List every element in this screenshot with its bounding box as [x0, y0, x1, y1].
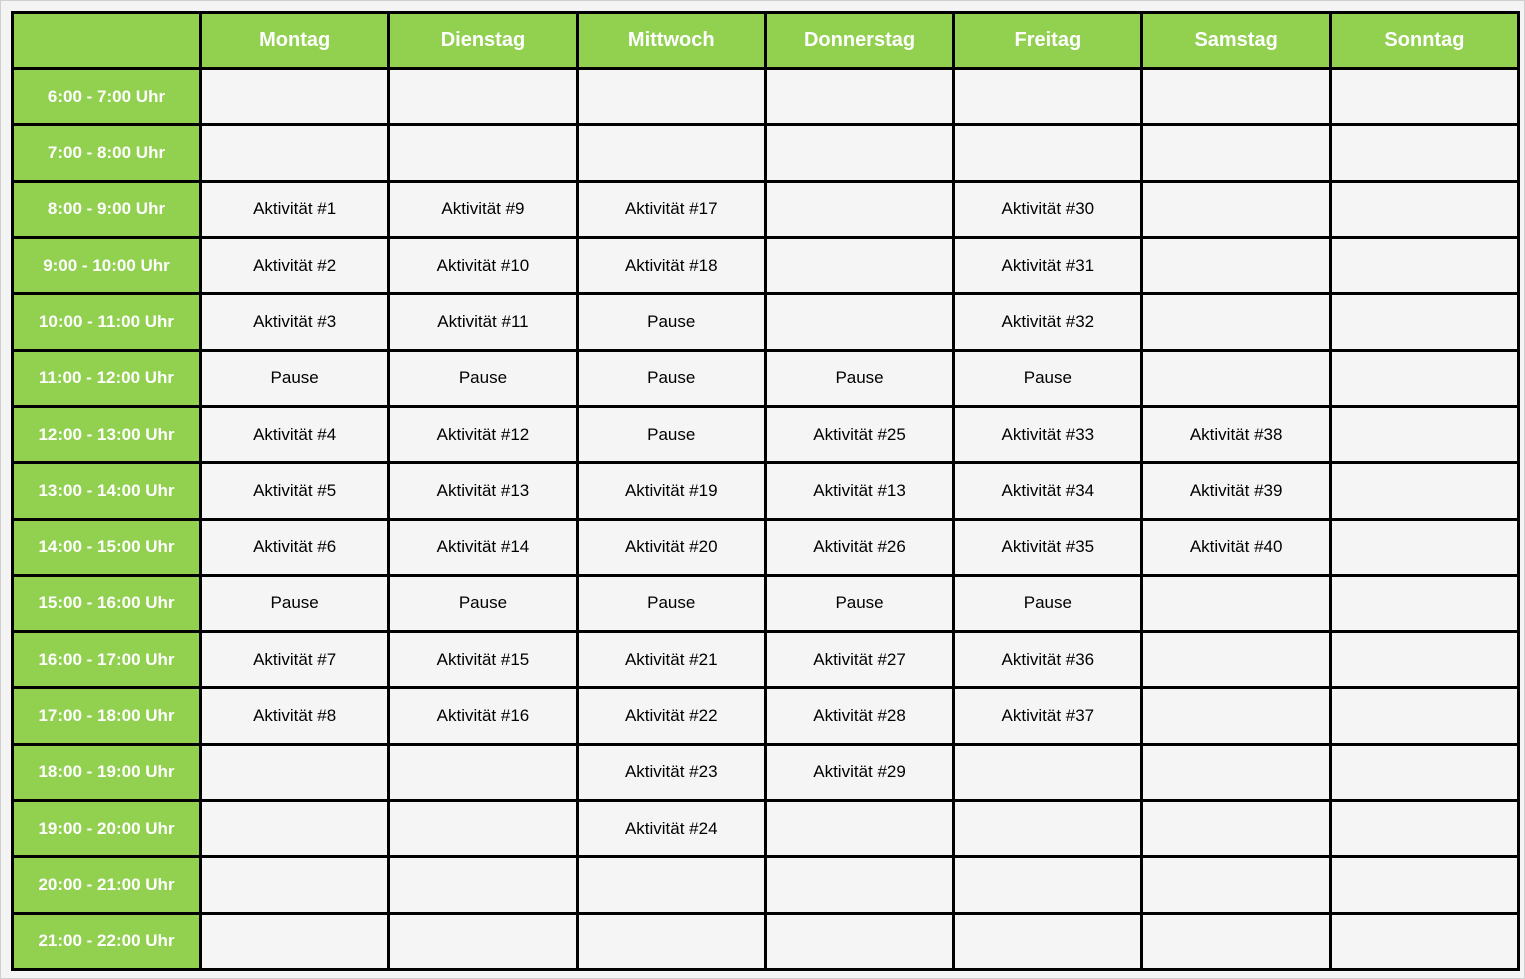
schedule-cell[interactable]: Aktivität #7 [201, 632, 389, 688]
schedule-cell[interactable]: Aktivität #33 [954, 406, 1142, 462]
schedule-cell[interactable]: Aktivität #6 [201, 519, 389, 575]
schedule-cell[interactable] [1142, 801, 1330, 857]
schedule-cell[interactable]: Aktivität #29 [765, 744, 953, 800]
time-slot-label: 15:00 - 16:00 Uhr [13, 575, 201, 631]
schedule-cell[interactable]: Pause [765, 350, 953, 406]
schedule-cell[interactable] [765, 181, 953, 237]
schedule-cell[interactable] [1142, 575, 1330, 631]
schedule-cell[interactable]: Aktivität #4 [201, 406, 389, 462]
time-row [13, 237, 1519, 293]
schedule-cell[interactable]: Aktivität #37 [954, 688, 1142, 744]
schedule-cell[interactable]: Pause [765, 575, 953, 631]
time-slot-label: 8:00 - 9:00 Uhr [13, 181, 201, 237]
schedule-cell[interactable]: Aktivität #1 [201, 181, 389, 237]
schedule-cell[interactable]: Aktivität #19 [577, 463, 765, 519]
schedule-body [13, 69, 1519, 970]
schedule-cell[interactable] [765, 801, 953, 857]
schedule-cell[interactable] [1142, 632, 1330, 688]
schedule-cell[interactable] [389, 69, 577, 125]
schedule-cell[interactable]: Aktivität #8 [201, 688, 389, 744]
schedule-cell[interactable]: Aktivität #35 [954, 519, 1142, 575]
schedule-cell[interactable] [954, 744, 1142, 800]
schedule-cell[interactable] [1142, 913, 1330, 969]
schedule-cell[interactable] [1330, 857, 1518, 913]
schedule-cell[interactable]: Aktivität #38 [1142, 406, 1330, 462]
time-slot-label: 10:00 - 11:00 Uhr [13, 294, 201, 350]
schedule-cell[interactable] [1330, 744, 1518, 800]
schedule-cell[interactable]: Aktivität #11 [389, 294, 577, 350]
time-slot-label: 9:00 - 10:00 Uhr [13, 237, 201, 293]
schedule-cell[interactable]: Aktivität #22 [577, 688, 765, 744]
time-slot-label: 20:00 - 21:00 Uhr [13, 857, 201, 913]
schedule-cell[interactable] [1330, 519, 1518, 575]
schedule-cell[interactable]: Aktivität #5 [201, 463, 389, 519]
time-row [13, 463, 1519, 519]
schedule-cell[interactable]: Aktivität #31 [954, 237, 1142, 293]
time-row [13, 406, 1519, 462]
schedule-cell[interactable] [1142, 857, 1330, 913]
time-row [13, 125, 1519, 181]
schedule-cell[interactable] [765, 237, 953, 293]
schedule-cell[interactable] [577, 857, 765, 913]
schedule-cell[interactable] [1142, 181, 1330, 237]
day-header-mittwoch: Mittwoch [577, 13, 765, 69]
schedule-cell[interactable] [765, 857, 953, 913]
schedule-cell[interactable]: Aktivität #28 [765, 688, 953, 744]
schedule-cell[interactable] [1330, 632, 1518, 688]
schedule-cell[interactable] [1330, 181, 1518, 237]
schedule-cell[interactable]: Aktivität #9 [389, 181, 577, 237]
schedule-cell[interactable] [1330, 688, 1518, 744]
schedule-cell[interactable] [1142, 69, 1330, 125]
schedule-cell[interactable] [954, 801, 1142, 857]
schedule-cell[interactable]: Aktivität #12 [389, 406, 577, 462]
schedule-cell[interactable] [1330, 294, 1518, 350]
schedule-cell[interactable] [201, 125, 389, 181]
schedule-cell[interactable] [1142, 237, 1330, 293]
time-slot-label: 13:00 - 14:00 Uhr [13, 463, 201, 519]
schedule-cell[interactable] [577, 125, 765, 181]
day-header-donnerstag: Donnerstag [765, 13, 953, 69]
schedule-cell[interactable]: Aktivität #16 [389, 688, 577, 744]
schedule-cell[interactable] [954, 913, 1142, 969]
schedule-cell[interactable]: Aktivität #36 [954, 632, 1142, 688]
schedule-cell[interactable]: Pause [577, 294, 765, 350]
schedule-cell[interactable]: Aktivität #20 [577, 519, 765, 575]
schedule-cell[interactable] [201, 801, 389, 857]
schedule-cell[interactable]: Pause [954, 575, 1142, 631]
day-header-dienstag: Dienstag [389, 13, 577, 69]
schedule-cell[interactable]: Aktivität #3 [201, 294, 389, 350]
corner-cell [13, 13, 201, 69]
schedule-cell[interactable] [201, 69, 389, 125]
time-slot-label: 11:00 - 12:00 Uhr [13, 350, 201, 406]
time-row [13, 519, 1519, 575]
day-header-freitag: Freitag [954, 13, 1142, 69]
time-slot-label: 7:00 - 8:00 Uhr [13, 125, 201, 181]
time-row [13, 857, 1519, 913]
time-slot-label: 14:00 - 15:00 Uhr [13, 519, 201, 575]
schedule-cell[interactable] [765, 125, 953, 181]
schedule-cell[interactable]: Aktivität #40 [1142, 519, 1330, 575]
time-row [13, 744, 1519, 800]
time-row [13, 632, 1519, 688]
schedule-cell[interactable]: Pause [577, 350, 765, 406]
schedule-cell[interactable] [577, 69, 765, 125]
time-slot-label: 17:00 - 18:00 Uhr [13, 688, 201, 744]
time-row [13, 575, 1519, 631]
schedule-cell[interactable] [1330, 913, 1518, 969]
schedule-cell[interactable]: Aktivität #10 [389, 237, 577, 293]
time-row [13, 294, 1519, 350]
schedule-cell[interactable]: Aktivität #25 [765, 406, 953, 462]
schedule-cell[interactable]: Aktivität #24 [577, 801, 765, 857]
day-header-samstag: Samstag [1142, 13, 1330, 69]
schedule-cell[interactable] [1330, 463, 1518, 519]
schedule-cell[interactable]: Aktivität #18 [577, 237, 765, 293]
time-row [13, 181, 1519, 237]
schedule-cell[interactable] [954, 125, 1142, 181]
schedule-cell[interactable] [201, 744, 389, 800]
schedule-cell[interactable]: Aktivität #27 [765, 632, 953, 688]
schedule-cell[interactable]: Aktivität #13 [389, 463, 577, 519]
schedule-cell[interactable] [765, 69, 953, 125]
header-row [13, 13, 1519, 69]
schedule-cell[interactable] [1330, 125, 1518, 181]
time-row [13, 688, 1519, 744]
day-header-sonntag: Sonntag [1330, 13, 1518, 69]
schedule-cell[interactable] [1142, 125, 1330, 181]
time-slot-label: 18:00 - 19:00 Uhr [13, 744, 201, 800]
schedule-cell[interactable] [389, 744, 577, 800]
day-header-montag: Montag [201, 13, 389, 69]
schedule-cell[interactable] [1330, 69, 1518, 125]
time-slot-label: 16:00 - 17:00 Uhr [13, 632, 201, 688]
schedule-cell[interactable] [389, 913, 577, 969]
weekly-schedule-table [11, 11, 1520, 971]
schedule-cell[interactable] [765, 913, 953, 969]
schedule-cell[interactable] [1330, 801, 1518, 857]
time-row [13, 69, 1519, 125]
schedule-cell[interactable]: Aktivität #30 [954, 181, 1142, 237]
schedule-cell[interactable]: Pause [389, 575, 577, 631]
schedule-cell[interactable] [1142, 688, 1330, 744]
schedule-cell[interactable]: Aktivität #32 [954, 294, 1142, 350]
schedule-cell[interactable]: Pause [201, 350, 389, 406]
time-slot-label: 6:00 - 7:00 Uhr [13, 69, 201, 125]
schedule-cell[interactable]: Aktivität #34 [954, 463, 1142, 519]
time-row [13, 801, 1519, 857]
schedule-cell[interactable]: Pause [954, 350, 1142, 406]
schedule-cell[interactable]: Aktivität #2 [201, 237, 389, 293]
time-row [13, 913, 1519, 969]
schedule-cell[interactable] [389, 857, 577, 913]
schedule-cell[interactable]: Aktivität #17 [577, 181, 765, 237]
schedule-cell[interactable] [1330, 350, 1518, 406]
schedule-cell[interactable]: Aktivität #39 [1142, 463, 1330, 519]
schedule-cell[interactable] [1330, 406, 1518, 462]
schedule-cell[interactable]: Aktivität #26 [765, 519, 953, 575]
schedule-cell[interactable] [1142, 350, 1330, 406]
schedule-cell[interactable]: Aktivität #13 [765, 463, 953, 519]
schedule-cell[interactable]: Pause [201, 575, 389, 631]
schedule-cell[interactable] [201, 857, 389, 913]
schedule-cell[interactable]: Pause [389, 350, 577, 406]
schedule-cell[interactable] [389, 125, 577, 181]
schedule-cell[interactable] [577, 913, 765, 969]
schedule-cell[interactable]: Aktivität #15 [389, 632, 577, 688]
time-slot-label: 21:00 - 22:00 Uhr [13, 913, 201, 969]
schedule-cell[interactable]: Aktivität #21 [577, 632, 765, 688]
schedule-cell[interactable] [201, 913, 389, 969]
time-slot-label: 12:00 - 13:00 Uhr [13, 406, 201, 462]
schedule-cell[interactable] [1142, 744, 1330, 800]
time-slot-label: 19:00 - 20:00 Uhr [13, 801, 201, 857]
schedule-cell[interactable]: Aktivität #14 [389, 519, 577, 575]
schedule-cell[interactable]: Pause [577, 406, 765, 462]
schedule-cell[interactable]: Aktivität #23 [577, 744, 765, 800]
schedule-cell[interactable] [954, 857, 1142, 913]
schedule-cell[interactable] [954, 69, 1142, 125]
time-row [13, 350, 1519, 406]
schedule-cell[interactable]: Pause [577, 575, 765, 631]
schedule-cell[interactable] [1330, 237, 1518, 293]
schedule-cell[interactable] [1142, 294, 1330, 350]
schedule-cell[interactable] [1330, 575, 1518, 631]
schedule-cell[interactable] [765, 294, 953, 350]
schedule-cell[interactable] [389, 801, 577, 857]
